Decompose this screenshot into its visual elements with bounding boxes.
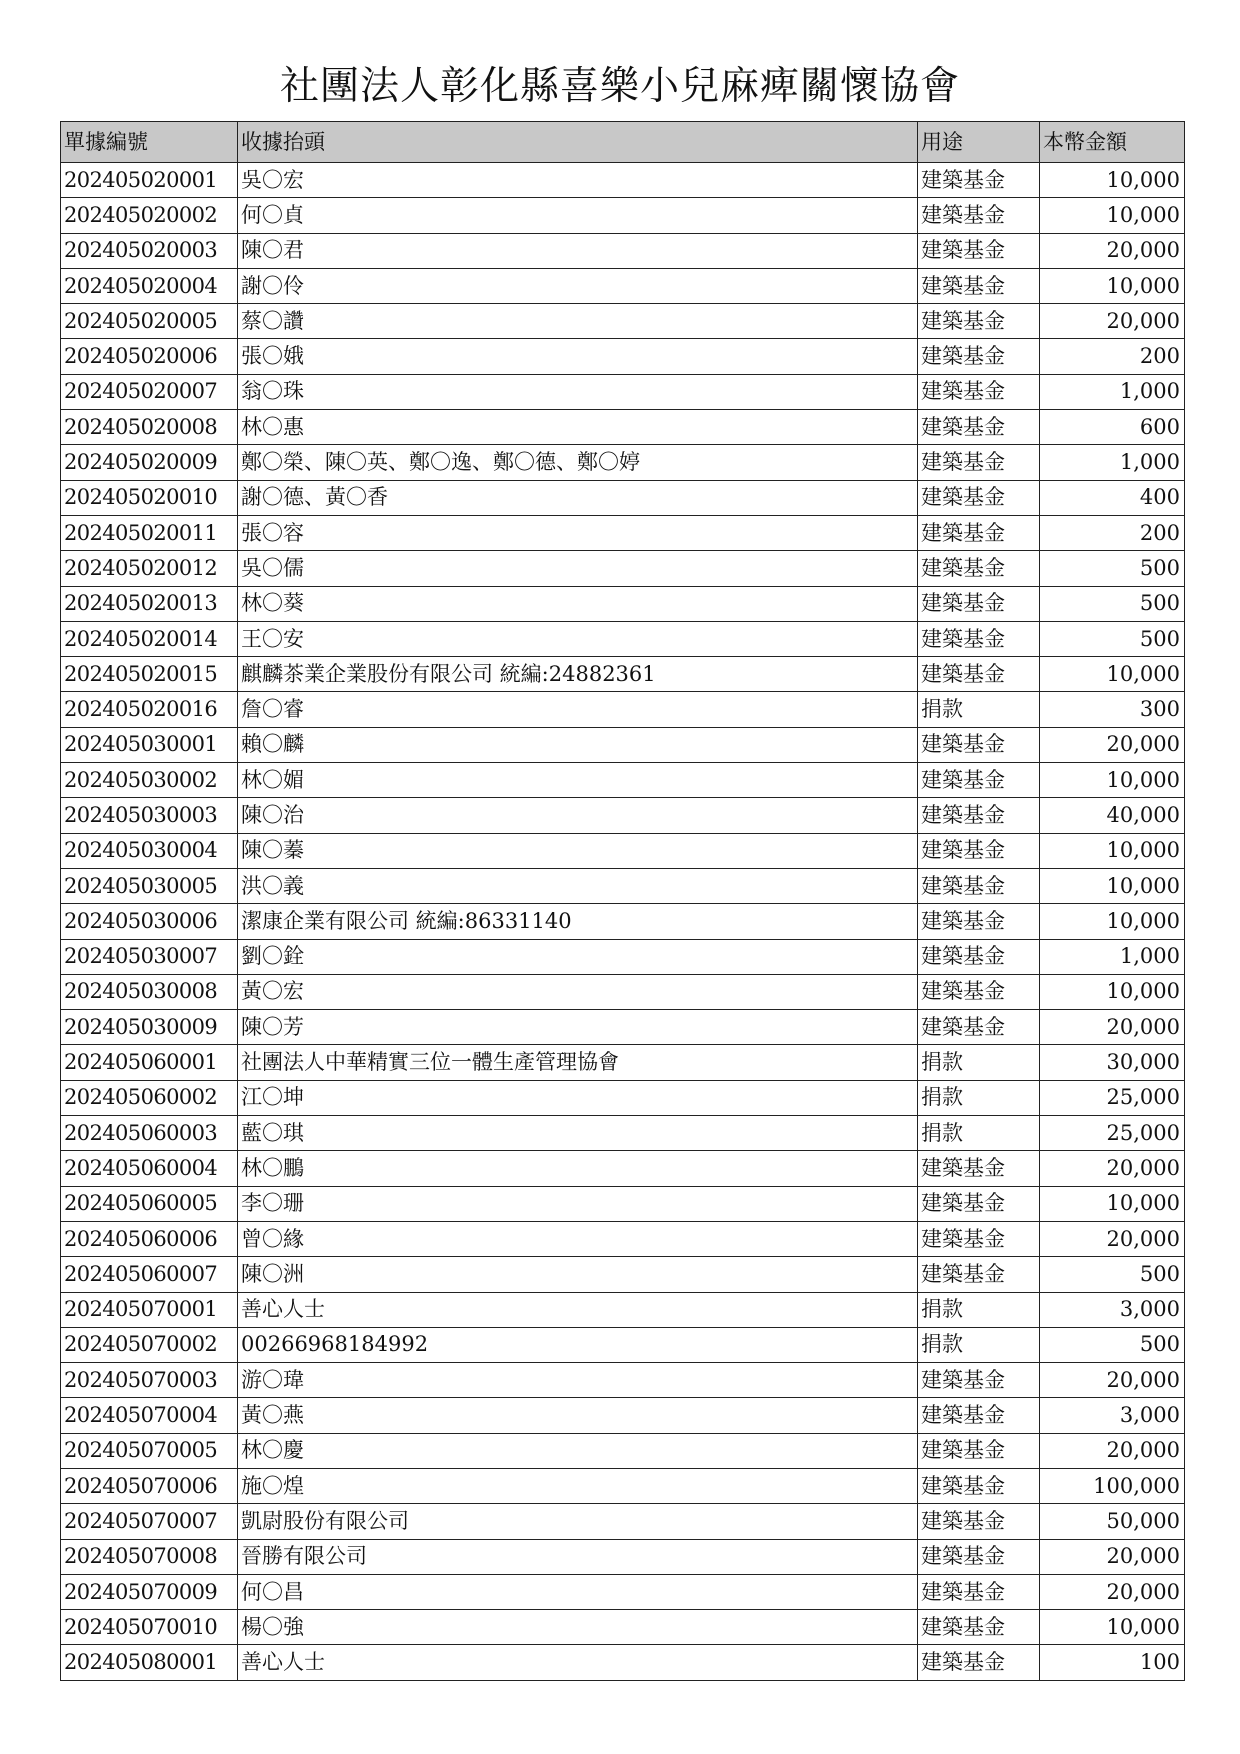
amount-cell: 500 xyxy=(1040,551,1185,586)
table-row xyxy=(61,1645,1185,1680)
purpose-cell: 建築基金 xyxy=(918,445,1040,480)
purpose-cell: 建築基金 xyxy=(918,374,1040,409)
receipt-number-cell: 202405060005 xyxy=(61,1186,238,1221)
purpose-cell: 建築基金 xyxy=(918,304,1040,339)
purpose-cell: 建築基金 xyxy=(918,974,1040,1009)
receipt-title-cell: 晉勝有限公司 xyxy=(238,1539,918,1574)
receipt-title-cell: 林〇慶 xyxy=(238,1433,918,1468)
receipt-number-cell: 202405020005 xyxy=(61,304,238,339)
receipt-number-cell: 202405020004 xyxy=(61,268,238,303)
table-row xyxy=(61,551,1185,586)
table-row xyxy=(61,763,1185,798)
amount-cell: 600 xyxy=(1040,410,1185,445)
receipt-title-cell: 吳〇宏 xyxy=(238,163,918,198)
table-row xyxy=(61,163,1185,198)
purpose-cell: 捐款 xyxy=(918,1292,1040,1327)
receipt-title-cell: 謝〇伶 xyxy=(238,268,918,303)
amount-cell: 100,000 xyxy=(1040,1468,1185,1503)
amount-cell: 500 xyxy=(1040,1327,1185,1362)
receipt-title-cell: 潔康企業有限公司 統編:86331140 xyxy=(238,904,918,939)
receipt-number-cell: 202405020002 xyxy=(61,198,238,233)
table-row xyxy=(61,445,1185,480)
page-title: 社團法人彰化縣喜樂小兒麻痺關懷協會 xyxy=(279,64,960,109)
receipt-number-cell: 202405080001 xyxy=(61,1645,238,1680)
purpose-cell: 建築基金 xyxy=(918,1363,1040,1398)
amount-cell: 10,000 xyxy=(1040,904,1185,939)
receipt-title-cell: 陳〇治 xyxy=(238,798,918,833)
receipt-title-cell: 黃〇燕 xyxy=(238,1398,918,1433)
amount-cell: 10,000 xyxy=(1040,657,1185,692)
amount-cell: 40,000 xyxy=(1040,798,1185,833)
receipt-number-cell: 202405020011 xyxy=(61,515,238,550)
purpose-cell: 建築基金 xyxy=(918,1221,1040,1256)
receipt-title-cell: 00266968184992 xyxy=(238,1327,918,1362)
receipt-title-cell: 林〇鵬 xyxy=(238,1151,918,1186)
receipt-number-cell: 202405060007 xyxy=(61,1257,238,1292)
table-row xyxy=(61,1468,1185,1503)
purpose-cell: 建築基金 xyxy=(918,904,1040,939)
receipt-title-cell: 何〇貞 xyxy=(238,198,918,233)
purpose-cell: 建築基金 xyxy=(918,1645,1040,1680)
receipt-number-cell: 202405070003 xyxy=(61,1363,238,1398)
amount-cell: 500 xyxy=(1040,586,1185,621)
receipt-number-cell: 202405070001 xyxy=(61,1292,238,1327)
receipt-title-cell: 詹〇睿 xyxy=(238,692,918,727)
table-row xyxy=(61,1186,1185,1221)
receipt-number-cell: 202405070005 xyxy=(61,1433,238,1468)
amount-cell: 20,000 xyxy=(1040,1221,1185,1256)
receipt-title-cell: 李〇珊 xyxy=(238,1186,918,1221)
table-row xyxy=(61,1010,1185,1045)
receipt-number-cell: 202405070010 xyxy=(61,1610,238,1645)
amount-cell: 400 xyxy=(1040,480,1185,515)
receipt-number-cell: 202405070002 xyxy=(61,1327,238,1362)
table-row xyxy=(61,339,1185,374)
purpose-cell: 建築基金 xyxy=(918,410,1040,445)
receipt-number-cell: 202405060001 xyxy=(61,1045,238,1080)
receipt-title-cell: 凱尉股份有限公司 xyxy=(238,1504,918,1539)
amount-cell: 30,000 xyxy=(1040,1045,1185,1080)
receipt-title-cell: 江〇坤 xyxy=(238,1080,918,1115)
table-row xyxy=(61,304,1185,339)
amount-cell: 20,000 xyxy=(1040,1574,1185,1609)
amount-cell: 1,000 xyxy=(1040,939,1185,974)
header-amount: 本幣金額 xyxy=(1040,122,1185,163)
receipt-title-cell: 翁〇珠 xyxy=(238,374,918,409)
receipt-number-cell: 202405030004 xyxy=(61,833,238,868)
table-row xyxy=(61,1574,1185,1609)
amount-cell: 10,000 xyxy=(1040,163,1185,198)
receipt-number-cell: 202405070007 xyxy=(61,1504,238,1539)
purpose-cell: 建築基金 xyxy=(918,1574,1040,1609)
purpose-cell: 建築基金 xyxy=(918,163,1040,198)
receipt-title-cell: 洪〇義 xyxy=(238,868,918,903)
purpose-cell: 建築基金 xyxy=(918,551,1040,586)
table-header-row xyxy=(61,122,1185,163)
receipt-title-cell: 吳〇儒 xyxy=(238,551,918,586)
purpose-cell: 建築基金 xyxy=(918,1010,1040,1045)
purpose-cell: 建築基金 xyxy=(918,586,1040,621)
receipt-number-cell: 202405070004 xyxy=(61,1398,238,1433)
table-row xyxy=(61,1539,1185,1574)
table-row xyxy=(61,727,1185,762)
table-row xyxy=(61,1151,1185,1186)
receipt-title-cell: 謝〇德、黃〇香 xyxy=(238,480,918,515)
purpose-cell: 建築基金 xyxy=(918,868,1040,903)
receipt-title-cell: 陳〇芳 xyxy=(238,1010,918,1045)
receipt-number-cell: 202405070008 xyxy=(61,1539,238,1574)
amount-cell: 20,000 xyxy=(1040,1010,1185,1045)
receipt-title-cell: 善心人士 xyxy=(238,1292,918,1327)
table-row xyxy=(61,410,1185,445)
table-row xyxy=(61,515,1185,550)
table-row xyxy=(61,374,1185,409)
table-row xyxy=(61,1292,1185,1327)
receipt-title-cell: 賴〇麟 xyxy=(238,727,918,762)
table-row xyxy=(61,1433,1185,1468)
amount-cell: 3,000 xyxy=(1040,1398,1185,1433)
receipt-title-cell: 林〇惠 xyxy=(238,410,918,445)
table-row xyxy=(61,1610,1185,1645)
receipt-number-cell: 202405020003 xyxy=(61,233,238,268)
table-row xyxy=(61,974,1185,1009)
receipt-number-cell: 202405020009 xyxy=(61,445,238,480)
table-row xyxy=(61,1045,1185,1080)
receipt-title-cell: 黃〇宏 xyxy=(238,974,918,1009)
receipt-title-cell: 藍〇琪 xyxy=(238,1116,918,1151)
amount-cell: 3,000 xyxy=(1040,1292,1185,1327)
receipt-number-cell: 202405020010 xyxy=(61,480,238,515)
receipt-number-cell: 202405020008 xyxy=(61,410,238,445)
amount-cell: 1,000 xyxy=(1040,374,1185,409)
amount-cell: 20,000 xyxy=(1040,304,1185,339)
receipt-title-cell: 劉〇銓 xyxy=(238,939,918,974)
table-row xyxy=(61,1116,1185,1151)
amount-cell: 10,000 xyxy=(1040,763,1185,798)
receipt-title-cell: 曾〇緣 xyxy=(238,1221,918,1256)
amount-cell: 200 xyxy=(1040,515,1185,550)
purpose-cell: 捐款 xyxy=(918,1080,1040,1115)
table-row xyxy=(61,833,1185,868)
table-row xyxy=(61,198,1185,233)
amount-cell: 25,000 xyxy=(1040,1116,1185,1151)
table-row xyxy=(61,233,1185,268)
purpose-cell: 建築基金 xyxy=(918,763,1040,798)
receipt-title-cell: 游〇瑋 xyxy=(238,1363,918,1398)
table-row xyxy=(61,1363,1185,1398)
receipt-number-cell: 202405020007 xyxy=(61,374,238,409)
purpose-cell: 建築基金 xyxy=(918,1433,1040,1468)
receipt-title-cell: 王〇安 xyxy=(238,621,918,656)
receipt-number-cell: 202405020012 xyxy=(61,551,238,586)
amount-cell: 10,000 xyxy=(1040,268,1185,303)
header-receipt-number: 單據編號 xyxy=(61,122,238,163)
purpose-cell: 建築基金 xyxy=(918,1610,1040,1645)
table-row xyxy=(61,798,1185,833)
amount-cell: 500 xyxy=(1040,1257,1185,1292)
receipt-number-cell: 202405060004 xyxy=(61,1151,238,1186)
table-row xyxy=(61,692,1185,727)
amount-cell: 20,000 xyxy=(1040,1363,1185,1398)
receipt-title-cell: 陳〇蓁 xyxy=(238,833,918,868)
table-row xyxy=(61,1504,1185,1539)
purpose-cell: 建築基金 xyxy=(918,798,1040,833)
purpose-cell: 捐款 xyxy=(918,1327,1040,1362)
receipt-title-cell: 張〇容 xyxy=(238,515,918,550)
table-row xyxy=(61,480,1185,515)
amount-cell: 300 xyxy=(1040,692,1185,727)
purpose-cell: 建築基金 xyxy=(918,233,1040,268)
header-purpose: 用途 xyxy=(918,122,1040,163)
receipt-title-cell: 陳〇君 xyxy=(238,233,918,268)
amount-cell: 10,000 xyxy=(1040,198,1185,233)
purpose-cell: 建築基金 xyxy=(918,833,1040,868)
table-row xyxy=(61,1221,1185,1256)
table-row xyxy=(61,1398,1185,1433)
receipt-title-cell: 善心人士 xyxy=(238,1645,918,1680)
purpose-cell: 建築基金 xyxy=(918,939,1040,974)
purpose-cell: 建築基金 xyxy=(918,1151,1040,1186)
receipt-title-cell: 蔡〇讚 xyxy=(238,304,918,339)
purpose-cell: 建築基金 xyxy=(918,268,1040,303)
amount-cell: 100 xyxy=(1040,1645,1185,1680)
purpose-cell: 捐款 xyxy=(918,1045,1040,1080)
purpose-cell: 建築基金 xyxy=(918,1186,1040,1221)
purpose-cell: 建築基金 xyxy=(918,1398,1040,1433)
receipt-title-cell: 林〇葵 xyxy=(238,586,918,621)
amount-cell: 20,000 xyxy=(1040,1433,1185,1468)
purpose-cell: 建築基金 xyxy=(918,339,1040,374)
amount-cell: 10,000 xyxy=(1040,833,1185,868)
receipt-number-cell: 202405030001 xyxy=(61,727,238,762)
amount-cell: 1,000 xyxy=(1040,445,1185,480)
purpose-cell: 建築基金 xyxy=(918,515,1040,550)
receipt-title-cell: 楊〇強 xyxy=(238,1610,918,1645)
table-row xyxy=(61,621,1185,656)
amount-cell: 50,000 xyxy=(1040,1504,1185,1539)
receipt-number-cell: 202405020015 xyxy=(61,657,238,692)
receipt-number-cell: 202405060002 xyxy=(61,1080,238,1115)
purpose-cell: 建築基金 xyxy=(918,480,1040,515)
purpose-cell: 建築基金 xyxy=(918,727,1040,762)
receipt-title-cell: 何〇昌 xyxy=(238,1574,918,1609)
receipt-number-cell: 202405070006 xyxy=(61,1468,238,1503)
receipt-number-cell: 202405030006 xyxy=(61,904,238,939)
receipt-title-cell: 張〇娥 xyxy=(238,339,918,374)
table-row xyxy=(61,904,1185,939)
receipt-title-cell: 麒麟茶業企業股份有限公司 統編:24882361 xyxy=(238,657,918,692)
table-row xyxy=(61,268,1185,303)
table-row xyxy=(61,868,1185,903)
amount-cell: 500 xyxy=(1040,621,1185,656)
receipt-number-cell: 202405060003 xyxy=(61,1116,238,1151)
table-row xyxy=(61,939,1185,974)
table-row xyxy=(61,586,1185,621)
receipt-number-cell: 202405070009 xyxy=(61,1574,238,1609)
table-row xyxy=(61,1080,1185,1115)
header-receipt-title: 收據抬頭 xyxy=(238,122,918,163)
amount-cell: 10,000 xyxy=(1040,868,1185,903)
receipt-number-cell: 202405030007 xyxy=(61,939,238,974)
receipt-number-cell: 202405020006 xyxy=(61,339,238,374)
purpose-cell: 捐款 xyxy=(918,692,1040,727)
receipt-title-cell: 陳〇洲 xyxy=(238,1257,918,1292)
amount-cell: 200 xyxy=(1040,339,1185,374)
receipt-title-cell: 施〇煌 xyxy=(238,1468,918,1503)
receipt-title-cell: 社團法人中華精實三位一體生產管理協會 xyxy=(238,1045,918,1080)
amount-cell: 25,000 xyxy=(1040,1080,1185,1115)
receipt-number-cell: 202405030008 xyxy=(61,974,238,1009)
receipt-number-cell: 202405030003 xyxy=(61,798,238,833)
receipts-table xyxy=(60,121,1185,1681)
receipt-number-cell: 202405020014 xyxy=(61,621,238,656)
purpose-cell: 建築基金 xyxy=(918,1468,1040,1503)
table-row xyxy=(61,1327,1185,1362)
purpose-cell: 建築基金 xyxy=(918,1504,1040,1539)
purpose-cell: 捐款 xyxy=(918,1116,1040,1151)
amount-cell: 20,000 xyxy=(1040,1151,1185,1186)
amount-cell: 10,000 xyxy=(1040,1610,1185,1645)
receipt-title-cell: 林〇媚 xyxy=(238,763,918,798)
receipt-number-cell: 202405020001 xyxy=(61,163,238,198)
receipt-number-cell: 202405030005 xyxy=(61,868,238,903)
amount-cell: 10,000 xyxy=(1040,974,1185,1009)
table-row xyxy=(61,657,1185,692)
receipt-title-cell: 鄭〇榮、陳〇英、鄭〇逸、鄭〇德、鄭〇婷 xyxy=(238,445,918,480)
table-row xyxy=(61,1257,1185,1292)
purpose-cell: 建築基金 xyxy=(918,657,1040,692)
receipt-number-cell: 202405020013 xyxy=(61,586,238,621)
receipt-number-cell: 202405020016 xyxy=(61,692,238,727)
purpose-cell: 建築基金 xyxy=(918,1539,1040,1574)
receipt-number-cell: 202405030002 xyxy=(61,763,238,798)
amount-cell: 20,000 xyxy=(1040,233,1185,268)
amount-cell: 20,000 xyxy=(1040,727,1185,762)
purpose-cell: 建築基金 xyxy=(918,621,1040,656)
purpose-cell: 建築基金 xyxy=(918,1257,1040,1292)
amount-cell: 10,000 xyxy=(1040,1186,1185,1221)
table-body xyxy=(61,163,1185,1681)
purpose-cell: 建築基金 xyxy=(918,198,1040,233)
receipt-number-cell: 202405030009 xyxy=(61,1010,238,1045)
receipt-number-cell: 202405060006 xyxy=(61,1221,238,1256)
amount-cell: 20,000 xyxy=(1040,1539,1185,1574)
